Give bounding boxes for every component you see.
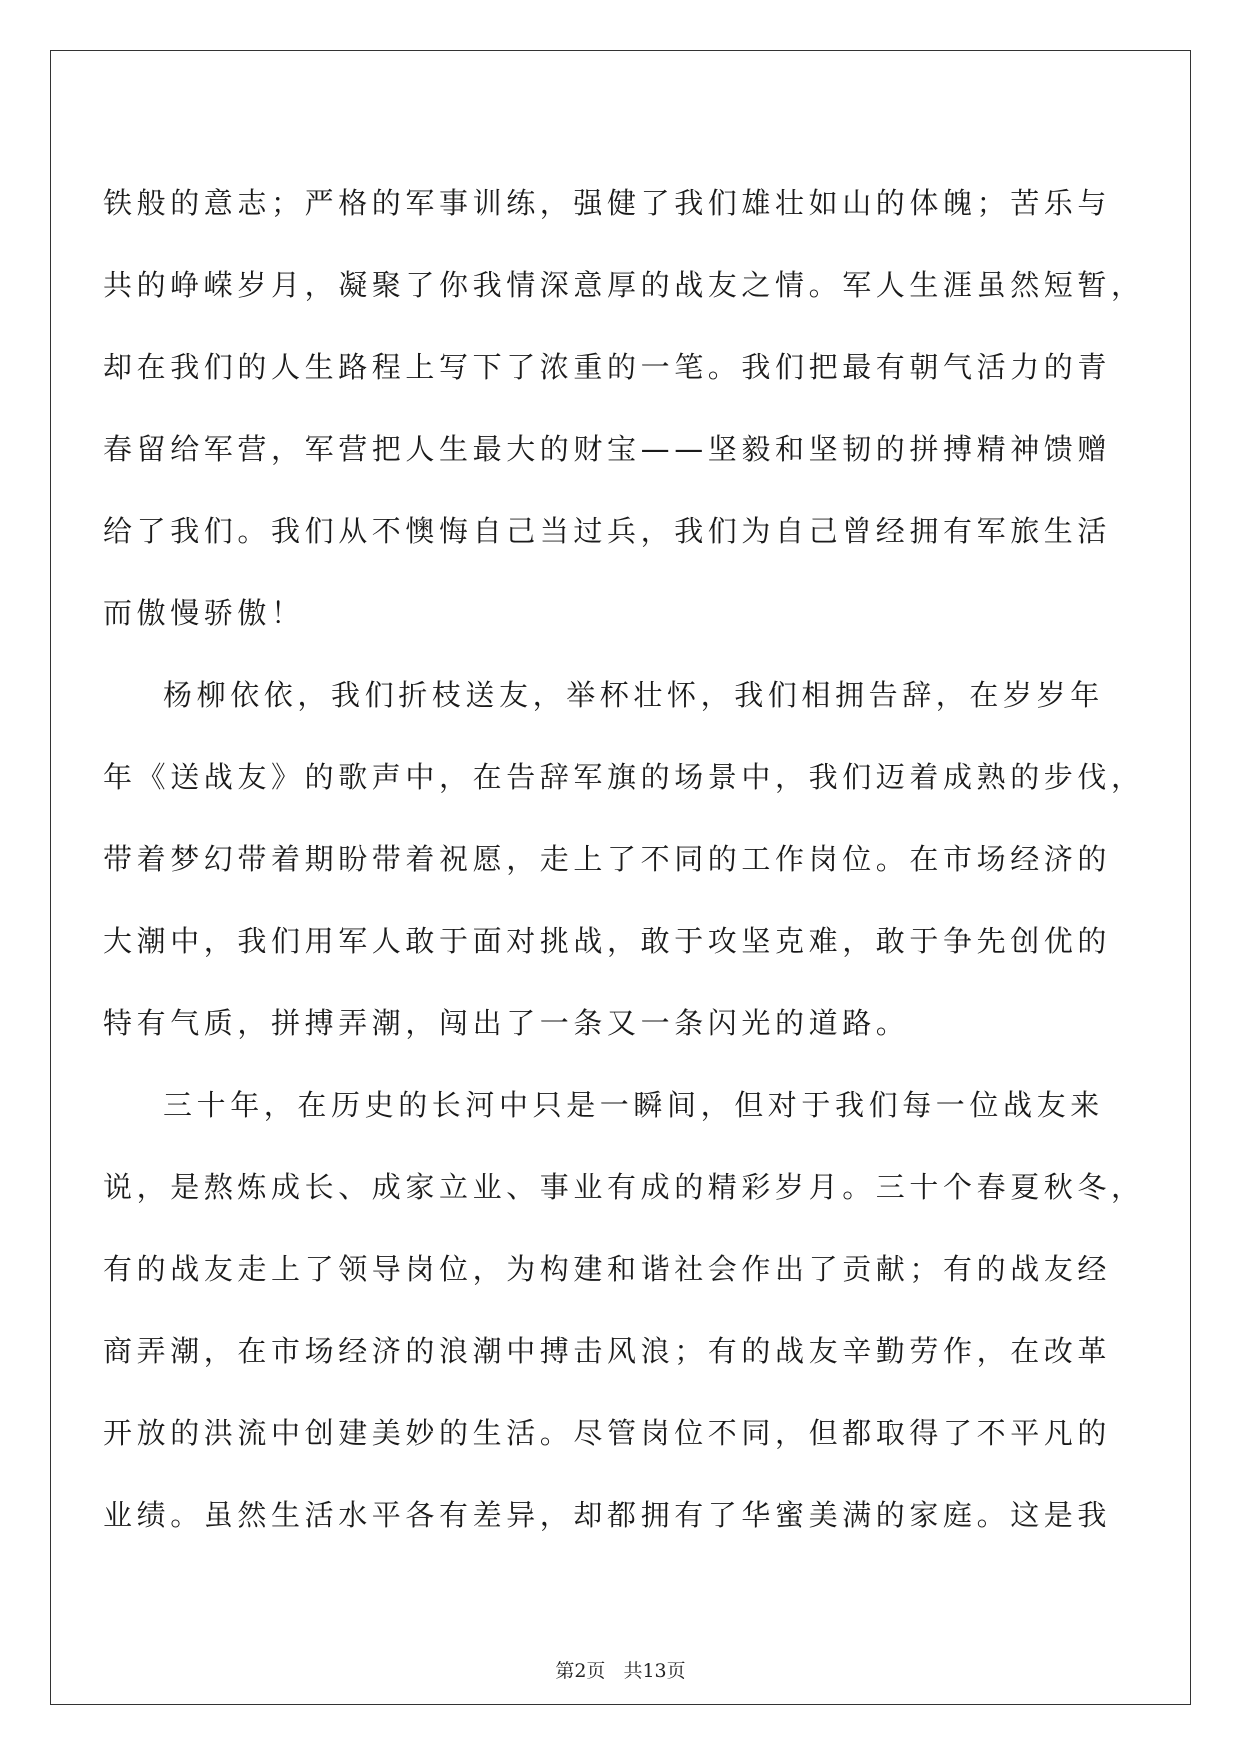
text-line: 年《送战友》的歌声中，在告辞军旗的场景中，我们迈着成熟的步伐，: [103, 760, 1145, 794]
text-line: 却在我们的人生路程上写下了浓重的一笔。我们把最有朝气活力的青: [103, 350, 1112, 384]
page-footer: [0, 1656, 1241, 1683]
page-number: 第2页: [555, 1660, 606, 1682]
text-line: 带着梦幻带着期盼带着祝愿，走上了不同的工作岗位。在市场经济的: [103, 842, 1112, 876]
document-body: [103, 162, 1145, 1556]
text-line: 大潮中，我们用军人敢于面对挑战，敢于攻坚克难，敢于争先创优的: [103, 924, 1112, 958]
text-line: 开放的洪流中创建美妙的生活。尽管岗位不同，但都取得了不平凡的: [103, 1416, 1112, 1450]
text-line: 春留给军营，军营把人生最大的财宝——坚毅和坚韧的拼搏精神馈赠: [103, 432, 1112, 466]
text-line: 说，是熬炼成长、成家立业、事业有成的精彩岁月。三十个春夏秋冬，: [103, 1170, 1145, 1204]
text-line: 铁般的意志；严格的军事训练，强健了我们雄壮如山的体魄；苦乐与: [103, 186, 1112, 220]
text-line: 给了我们。我们从不懊悔自己当过兵，我们为自己曾经拥有军旅生活: [103, 514, 1112, 548]
text-line: 共的峥嵘岁月，凝聚了你我情深意厚的战友之情。军人生涯虽然短暂，: [103, 268, 1145, 302]
text-line: 有的战友走上了领导岗位，为构建和谐社会作出了贡献；有的战友经: [103, 1252, 1112, 1286]
text-line: 商弄潮，在市场经济的浪潮中搏击风浪；有的战友辛勤劳作，在改革: [103, 1334, 1112, 1368]
text-line: 特有气质，拼搏弄潮，闯出了一条又一条闪光的道路。: [103, 1006, 910, 1040]
text-line: 业绩。虽然生活水平各有差异，却都拥有了华蜜美满的家庭。这是我: [103, 1498, 1112, 1532]
text-line: 而傲慢骄傲！: [103, 596, 305, 630]
paragraph-start-line: 杨柳依依，我们折枝送友，举杯壮怀，我们相拥告辞，在岁岁年: [163, 678, 1104, 712]
page-total: 共13页: [623, 1660, 686, 1682]
paragraph-start-line: 三十年，在历史的长河中只是一瞬间，但对于我们每一位战友来: [163, 1088, 1104, 1122]
